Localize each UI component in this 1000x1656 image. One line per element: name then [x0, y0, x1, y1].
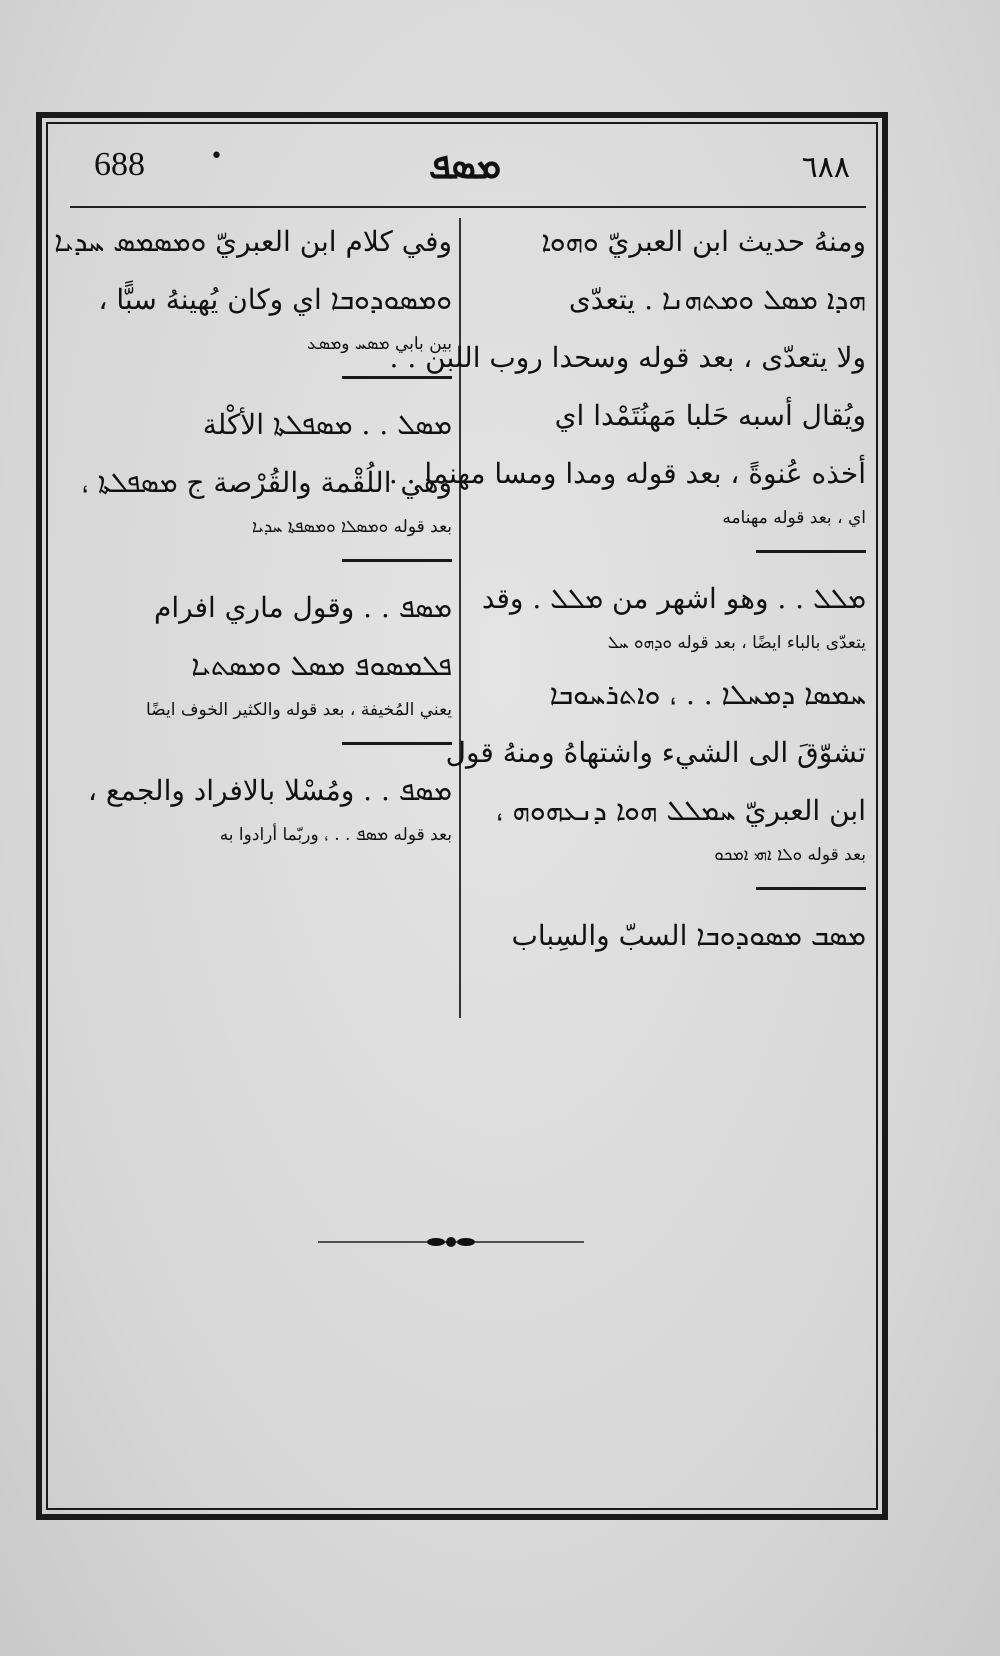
header-rule	[70, 206, 866, 208]
page-number-latin: 688	[94, 146, 145, 183]
right-column-text-line: ولا يتعدّى ، بعد قوله وسحدا روب اللبن . .	[389, 341, 866, 374]
right-column	[388, 222, 866, 974]
right-column-text-line: أخذه عُنوةً ، بعد قوله ومدا ومسا مهنما . .	[388, 457, 866, 490]
right-column-note-line: اي ، بعد قوله مهنامه	[722, 508, 866, 528]
left-column-text-line: وفي كلام ابن العبريّ ܘܡܣܡܣ ܚܕܝܐ	[54, 225, 452, 258]
page-header	[70, 140, 860, 210]
right-column-section-rule	[756, 887, 866, 890]
right-column-text-line: تشوّقَ الى الشيء واشتهاهُ ومنهُ قول	[445, 736, 866, 769]
right-column-text-line: ومنهُ حديث ابن العبريّ ܘܗܘܐ	[541, 225, 866, 258]
left-column-note-line: بعد قوله ܘܡܣܠܐ ܘܡܣܦܬܐ ܚܕܝܐ	[251, 517, 452, 537]
header-dot: •	[210, 144, 223, 169]
right-column-text-line: ܡܣܒ ܡܣܘܕܘܒܐ السبّ والسِباب	[511, 919, 866, 952]
right-column-text-line: ܡܠܠ . . وهو اشهر من ܡܠܠ . وقد	[481, 582, 866, 615]
left-column-text-line: ܦܠܡܣܘܦ ܡܣܠ ܘܡܣܬܝܐ	[191, 649, 452, 682]
page-title: ܡܣܦ	[428, 142, 502, 187]
left-column-text-line: وهي اللُقْمة والقُرْصة ج ܡܣܦܠܬܐ ،	[81, 466, 452, 499]
right-column-text-line: ܗܕܐ ܡܣܠ ܘܡܬܗܢܐ . يتعدّى	[568, 283, 866, 316]
right-column-note-line: بعد قوله ܘܠܐ ܐܗܝ ܐܡܟܘ	[714, 845, 866, 865]
end-ornament	[318, 1236, 584, 1248]
right-column-text-line: ܚܡܣܐ ܕܡܚܠܐ . . ، ܘܐܬܪܚܘܒܐ	[549, 678, 866, 711]
right-column-note-line: يتعدّى بالباء ايضًا ، بعد قوله ܘܕܗܘ ܚܠ	[607, 633, 866, 653]
left-column-text-line: ܘܡܣܘܕܘܒܐ اي وكان يُهينهُ سبًّا ،	[98, 283, 452, 316]
left-column-text-line: ܡܣܦ . . ومُسْلا بالافراد والجمع ،	[87, 774, 452, 807]
page-number-arabic: ٦٨٨	[801, 150, 850, 185]
left-column-text-line: ܡܣܦ . . وقول ماري افرام	[154, 591, 452, 624]
left-column-note-line: يعني المُخيفة ، بعد قوله والكثير الخوف ايضًا	[146, 700, 452, 720]
left-column	[54, 222, 452, 867]
left-column-note-line: بعد قوله ܡܣܦ . . ، وربّما أرادوا به	[219, 825, 452, 845]
right-column-section-rule	[756, 550, 866, 553]
left-column-text-line: ܡܣܠ . . ܡܣܦܠܬܐ الأكْلة	[202, 408, 452, 441]
left-column-note-line: بين بابي ܡܣܚ وܡܣܥ	[306, 334, 452, 354]
right-column-text-line: ويُقال أسبه حَلبا مَهنُتَمْدا اي	[554, 399, 866, 432]
right-column-text-line: ابن العبريّ ܚܡܠܠ ܗܘܐ ܕܢܥܗܘܗ ،	[495, 794, 866, 827]
left-column-section-rule	[342, 742, 452, 745]
left-column-section-rule	[342, 376, 452, 379]
left-column-section-rule	[342, 559, 452, 562]
